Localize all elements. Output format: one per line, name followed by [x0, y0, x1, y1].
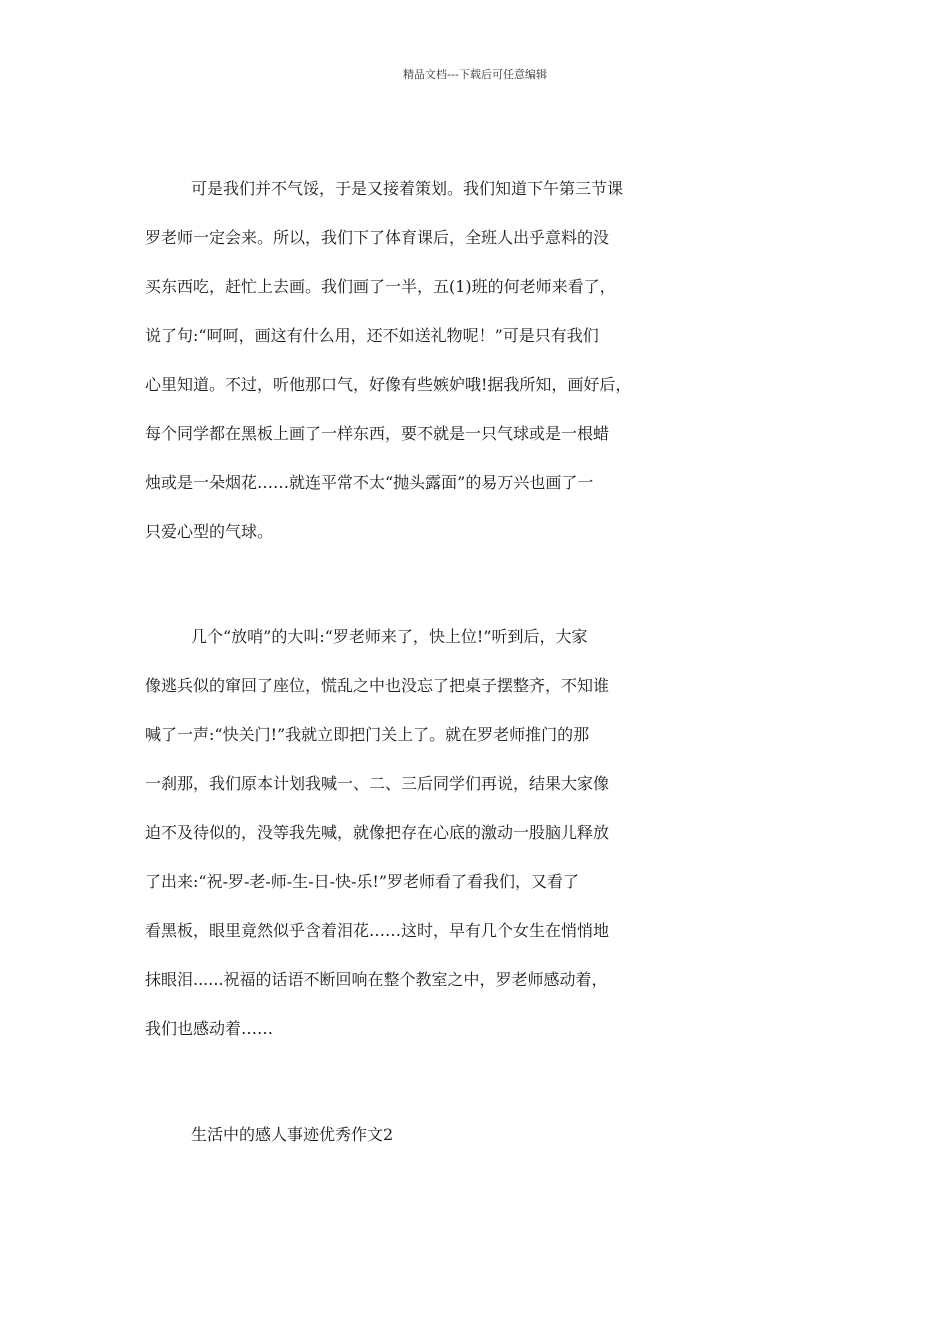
- page-header: 精品文档---下载后可任意编辑: [403, 68, 547, 81]
- section-subtitle: [145, 1122, 825, 1171]
- paragraph-2: [145, 624, 825, 1065]
- paragraph-1: [145, 176, 825, 568]
- subtitle-text: 生活中的感人事迹优秀作文2: [191, 1125, 394, 1144]
- paragraph-line: 抹眼泪......祝福的话语不断回响在整个教室之中，罗老师感动着，: [145, 970, 608, 989]
- paragraph-line: 可是我们并不气馁，于是又接着策划。我们知道下午第三节课: [191, 179, 624, 198]
- paragraph-line: 烛或是一朵烟花……就连平常不太“抛头露面”的易万兴也画了一: [145, 473, 594, 492]
- paragraph-line: 喊了一声:“快关门!”我就立即把门关上了。就在罗老师推门的那: [145, 725, 590, 744]
- paragraph-line: 我们也感动着……: [145, 1019, 274, 1038]
- paragraph-line: 心里知道。不过，听他那口气，好像有些嫉妒哦!据我所知，画好后，: [145, 375, 632, 394]
- paragraph-line: 几个“放哨”的大叫:“罗老师来了，快上位!”听到后，大家: [191, 627, 588, 646]
- paragraph-line: 了出来:“祝-罗-老-师-生-日-快-乐!”罗老师看了看我们，又看了: [145, 872, 580, 891]
- paragraph-line: 罗老师一定会来。所以，我们下了体育课后，全班人出乎意料的没: [145, 228, 610, 247]
- paragraph-line: 一刹那，我们原本计划我喊一、二、三后同学们再说，结果大家像: [145, 774, 610, 793]
- paragraph-line: 每个同学都在黑板上画了一样东西，要不就是一只气球或是一根蜡: [145, 424, 610, 443]
- paragraph-line: 像逃兵似的窜回了座位，慌乱之中也没忘了把桌子摆整齐，不知谁: [145, 676, 610, 695]
- paragraph-line: 只爱心型的气球。: [145, 522, 274, 541]
- paragraph-line: 迫不及待似的，没等我先喊，就像把存在心底的激动一股脑儿释放: [145, 823, 610, 842]
- paragraph-line: 说了句:“呵呵，画这有什么用，还不如送礼物呢！”可是只有我们: [145, 326, 599, 345]
- paragraph-line: 买东西吃，赶忙上去画。我们画了一半，五(1)班的何老师来看了，: [145, 277, 616, 296]
- paragraph-line: 看黑板，眼里竟然似乎含着泪花……这时，早有几个女生在悄悄地: [145, 921, 610, 940]
